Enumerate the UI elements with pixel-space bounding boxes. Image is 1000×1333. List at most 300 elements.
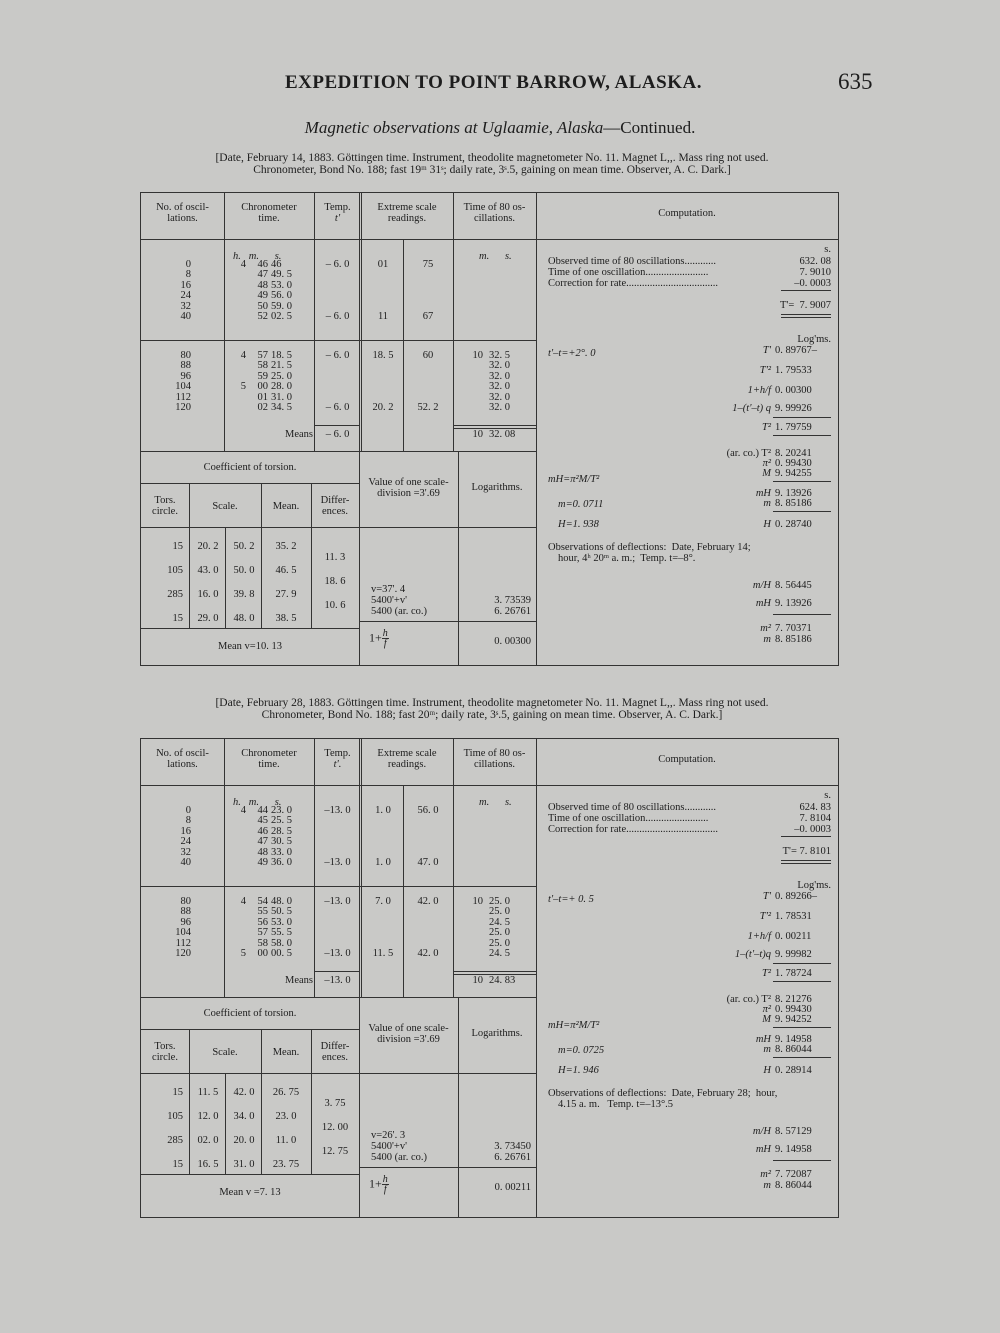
header-temp: Temp. — [324, 748, 351, 759]
t-difference: t'–t=+2°. 0 — [548, 348, 596, 359]
oscillation-count: 104 — [175, 927, 191, 939]
chron-second: 25. 0 — [271, 370, 292, 382]
chron-minute: 47 — [257, 269, 268, 281]
log-row-label: 1–(t'–t) q — [732, 403, 771, 414]
torsion-circle: 105 — [167, 565, 183, 576]
M-value: 9. 94255 — [775, 468, 812, 479]
header-time80: cillations. — [473, 213, 516, 224]
T-prime: T'= 7. 9007 — [780, 300, 831, 311]
oscillation-count: 112 — [175, 391, 191, 403]
units-chronometer: h. m. s. — [233, 251, 282, 262]
oscillation-count: 16 — [180, 825, 191, 837]
rule-line — [141, 1174, 359, 1175]
one-plus-h-over-f: 1+ $\frac{h}{f}$ — [369, 628, 388, 649]
m-over-H-label: m/H — [752, 1126, 771, 1137]
difference: 18. 6 — [324, 576, 346, 587]
header-mean: Mean. — [272, 1047, 300, 1058]
rule-line — [773, 981, 831, 982]
scale-reading-1: 02. 0 — [197, 1135, 219, 1146]
header-extreme: readings. — [387, 213, 427, 224]
extreme-reading-2: 56. 0 — [417, 805, 439, 816]
extreme-reading-1: 11 — [377, 311, 389, 322]
chron-hour: 4 — [240, 259, 246, 270]
section-subtitle — [0, 118, 1000, 138]
log-row-label: 1+h/f — [747, 931, 771, 942]
torsion-circle: 15 — [172, 541, 183, 552]
chron-minute: 49 — [257, 290, 268, 302]
oscillation-count: 80 — [180, 350, 191, 361]
temperature: – 6. 0 — [325, 350, 350, 361]
scale-reading-1: 43. 0 — [197, 565, 219, 576]
arco-label: (ar. co.) T² — [726, 994, 771, 1005]
chron-second: 46 — [271, 259, 282, 270]
observed-time-value: 632. 08 — [799, 256, 831, 267]
M-label: M — [762, 1014, 771, 1025]
rule-line — [773, 481, 831, 482]
chron-second: 48. 0 — [271, 896, 292, 907]
rule-line — [403, 785, 404, 997]
oscillation-count: 120 — [175, 948, 191, 959]
chron-second: 58. 0 — [271, 937, 292, 949]
pi-squared-label: π² — [762, 458, 771, 469]
chron-minute: 57 — [257, 927, 268, 939]
header-value-division: division =3'.69 — [377, 1034, 440, 1045]
H-value: 0. 28740 — [775, 519, 812, 530]
extreme-reading-1: 1. 0 — [375, 857, 391, 868]
difference: 3. 75 — [324, 1098, 346, 1109]
rule-line — [141, 997, 536, 998]
value-v: 5400'+v' — [371, 595, 407, 606]
header-temp: t' — [334, 213, 341, 224]
means-second: 32. 08 — [489, 429, 516, 440]
extreme-reading-1: 11. 5 — [372, 948, 394, 959]
torsion-header: Coefficient of torsion. — [203, 462, 297, 473]
chron-second: 02. 5 — [271, 311, 292, 322]
s-unit: s. — [824, 244, 831, 255]
m-value-result: m=0. 0711 — [558, 499, 604, 510]
scale-mean: 38. 5 — [275, 613, 297, 624]
value-v: 5400'+v' — [371, 1141, 407, 1152]
rule-line — [773, 435, 831, 436]
means-temp: –13. 0 — [324, 975, 351, 986]
subtitle-rest: —Continued. — [603, 118, 696, 137]
rule-line — [359, 621, 536, 622]
chron-second: 56. 0 — [271, 290, 292, 302]
header-time80: Time of 80 os- — [463, 748, 526, 759]
note-line: [Date, February 28, 1883. Göttingen time. Instrument, theodolite magnetometer No. 11. Magnet L,,. Mass ring not used. — [215, 697, 769, 709]
means-second: 24. 83 — [489, 975, 516, 986]
oscillation-count: 24 — [180, 290, 191, 302]
one-oscillation-label: Time of one oscillation........................ — [548, 813, 709, 824]
log-row-value: 9. 99982 — [775, 949, 812, 960]
scale-reading-2: 34. 0 — [233, 1111, 255, 1122]
header-oscillations: lations. — [167, 759, 198, 770]
page-number: 635 — [838, 69, 873, 94]
deflections-line: hour, 4ʰ 20ᵐ a. m.; Temp. t=–8°. — [558, 553, 696, 564]
scale-reading-2: 42. 0 — [233, 1087, 255, 1098]
chron-second: 55. 5 — [271, 927, 292, 939]
scale-mean: 46. 5 — [275, 565, 297, 576]
header-extreme: Extreme scale — [377, 202, 437, 213]
difference: 11. 3 — [324, 552, 346, 563]
time80-second: 32. 0 — [489, 402, 510, 413]
chron-second: 25. 5 — [271, 815, 292, 827]
scale-mean: 26. 75 — [272, 1087, 300, 1098]
log-row-value: 0. 89767– — [775, 345, 817, 356]
log-row-label: 1–(t'–t)q — [734, 949, 771, 960]
chron-second: 36. 0 — [271, 857, 292, 868]
rule-line — [359, 1167, 536, 1168]
chron-second: 53. 0 — [271, 916, 292, 928]
log-row-label: T² — [762, 968, 771, 979]
time80-second: 25. 0 — [489, 927, 510, 939]
rule-line — [403, 239, 404, 451]
one-plus-h-over-f: 1+ $\frac{h}{f}$ — [369, 1174, 388, 1195]
extreme-reading-2: 47. 0 — [417, 857, 439, 868]
one-oscillation-value: 7. 8104 — [799, 813, 831, 824]
chron-second: 53. 0 — [271, 279, 292, 291]
mH-formula: mH=π²M/T² — [548, 474, 600, 485]
logarithms-label: Log'ms. — [797, 880, 831, 891]
rule-line — [141, 1073, 536, 1074]
scale-reading-2: 50. 2 — [233, 541, 255, 552]
mH-formula: mH=π²M/T² — [548, 1020, 600, 1031]
oscillation-count: 120 — [175, 402, 191, 413]
oscillation-count: 88 — [180, 360, 191, 372]
log-value: 6. 26761 — [494, 1152, 531, 1163]
rule-line — [781, 290, 831, 291]
header-time80: cillations. — [473, 759, 516, 770]
mean-v: Mean v =7. 13 — [219, 1187, 281, 1198]
log-row-value: 1. 78531 — [775, 911, 812, 922]
header-value-division: division =3'.69 — [377, 488, 440, 499]
units-chronometer: h. m. s. — [233, 797, 282, 808]
chron-second: 28. 0 — [271, 381, 292, 393]
m-value: 8. 86044 — [775, 1180, 812, 1191]
time80-second: 24. 5 — [489, 916, 510, 928]
extreme-reading-1: 01 — [377, 259, 389, 270]
chron-minute: 00 — [257, 948, 268, 959]
pi-squared-value: 0. 99430 — [775, 1004, 812, 1015]
scale-reading-1: 11. 5 — [197, 1087, 219, 1098]
extreme-reading-2: 52. 2 — [417, 402, 439, 413]
rule-line — [225, 527, 226, 628]
extreme-reading-1: 7. 0 — [375, 896, 391, 907]
scale-reading-1: 16. 0 — [197, 589, 219, 600]
rule-line — [141, 483, 359, 484]
chron-second: 50. 5 — [271, 906, 292, 918]
rule-line — [225, 1073, 226, 1174]
chron-hour: 5 — [240, 381, 246, 393]
chron-minute: 59 — [257, 370, 268, 382]
rule-line — [773, 963, 831, 964]
log-row-label: T'² — [759, 365, 771, 376]
rule-line — [781, 314, 831, 315]
scale-reading-1: 20. 2 — [197, 541, 219, 552]
m-value: 8. 86044 — [775, 1044, 812, 1055]
t-difference: t'–t=+ 0. 5 — [548, 894, 594, 905]
scale-reading-2: 50. 0 — [233, 565, 255, 576]
chron-minute: 48 — [257, 279, 268, 291]
rule-line — [453, 425, 536, 426]
time80-second: 32. 0 — [489, 360, 510, 372]
arco-value: 8. 21276 — [775, 994, 812, 1005]
m-squared-value: 7. 70371 — [775, 623, 812, 634]
h-over-f-log: 0. 00300 — [494, 636, 531, 647]
time80-second: 32. 0 — [489, 370, 510, 382]
one-oscillation-value: 7. 9010 — [799, 267, 831, 278]
extreme-reading-2: 60 — [422, 350, 434, 361]
rule-line — [141, 527, 536, 528]
header-differences: ences. — [322, 1052, 348, 1063]
chron-minute: 55 — [257, 906, 268, 918]
rule-line — [536, 739, 537, 1217]
rule-line — [781, 860, 831, 861]
torsion-circle: 15 — [172, 613, 183, 624]
chron-second: 18. 5 — [271, 350, 292, 361]
time80-second: 32. 0 — [489, 381, 510, 393]
means-temp: – 6. 0 — [325, 429, 350, 440]
deflections-line: Observations of deflections: Date, February 28; hour, — [548, 1088, 778, 1099]
header-differences: Differ- — [320, 495, 350, 506]
mH-value: 9. 13926 — [775, 488, 812, 499]
rule-line — [773, 511, 831, 512]
page-title: EXPEDITION TO POINT BARROW, ALASKA. — [285, 72, 702, 93]
header-logarithms: Logarithms. — [471, 482, 523, 493]
rule-line — [773, 417, 831, 418]
m-label: m — [763, 634, 771, 645]
correction-label: Correction for rate................................... — [548, 824, 719, 835]
m-value: 8. 85186 — [775, 498, 812, 509]
temperature: –13. 0 — [324, 948, 351, 959]
chron-second: 28. 5 — [271, 825, 292, 837]
header-temp: t'. — [333, 759, 342, 770]
oscillation-count: 40 — [180, 857, 191, 868]
extreme-reading-2: 42. 0 — [417, 896, 439, 907]
one-oscillation-label: Time of one oscillation........................ — [548, 267, 709, 278]
torsion-header: Coefficient of torsion. — [203, 1008, 297, 1019]
rule-line — [141, 340, 536, 341]
H-value-result: H=1. 938 — [558, 519, 599, 530]
torsion-circle: 285 — [167, 1135, 183, 1146]
difference: 12. 00 — [321, 1122, 349, 1133]
log-row-value: 1. 79759 — [775, 422, 812, 433]
log-row-value: 0. 89266– — [775, 891, 817, 902]
oscillation-count: 16 — [180, 279, 191, 291]
correction-value: –0. 0003 — [794, 278, 831, 289]
m-over-H-label: m/H — [752, 580, 771, 591]
log-row-value: 0. 00211 — [775, 931, 812, 942]
M-label: M — [762, 468, 771, 479]
chron-second: 59. 0 — [271, 300, 292, 312]
mH-label: mH — [755, 488, 771, 499]
mean-v: Mean v=10. 13 — [218, 641, 282, 652]
value-v: v=37'. 4 — [371, 584, 406, 595]
s-unit: s. — [824, 790, 831, 801]
rule-line — [781, 317, 831, 318]
rule-line — [361, 193, 362, 451]
H-label: H — [763, 519, 771, 530]
subtitle-italic: Magnetic observations at Uglaamie, Alaska — [304, 118, 604, 137]
header-chronometer: Chronometer — [241, 202, 297, 213]
extreme-reading-2: 67 — [422, 311, 434, 322]
chron-minute: 58 — [257, 360, 268, 372]
chron-hour: 5 — [240, 948, 246, 959]
scale-reading-1: 12. 0 — [197, 1111, 219, 1122]
rule-line — [314, 425, 359, 426]
oscillation-count: 32 — [180, 300, 191, 312]
m-squared-label: m² — [760, 1169, 771, 1180]
mH-label: mH — [755, 598, 771, 609]
chron-minute: 52 — [257, 311, 268, 322]
rule-line — [141, 628, 359, 629]
chron-minute: 02 — [257, 402, 268, 413]
rule-line — [773, 1057, 831, 1058]
rule-line — [536, 193, 537, 665]
means-label: Means — [285, 429, 313, 440]
extreme-reading-1: 20. 2 — [372, 402, 394, 413]
header-tors-circle: Tors. — [154, 1041, 176, 1052]
log-row-value: 1. 78724 — [775, 968, 812, 979]
mH-value: 9. 14958 — [775, 1144, 812, 1155]
chron-second: 00. 5 — [271, 948, 292, 959]
rule-line — [141, 451, 536, 452]
pi-squared-label: π² — [762, 1004, 771, 1015]
header-note — [142, 697, 842, 721]
oscillation-count: 24 — [180, 836, 191, 848]
rule-line — [453, 971, 536, 972]
correction-label: Correction for rate................................... — [548, 278, 719, 289]
m-value-result: m=0. 0725 — [558, 1045, 605, 1056]
H-value: 0. 28914 — [775, 1065, 812, 1076]
deflections-line: Observations of deflections: Date, February 14; — [548, 542, 751, 553]
difference: 10. 6 — [324, 600, 346, 611]
header-chronometer: Chronometer — [241, 748, 297, 759]
oscillation-count: 0 — [185, 259, 191, 270]
mH-value: 9. 13926 — [775, 598, 812, 609]
header-scale: Scale. — [212, 1047, 238, 1058]
H-label: H — [763, 1065, 771, 1076]
rule-line — [773, 614, 831, 615]
chron-minute: 50 — [257, 300, 268, 312]
oscillation-count: 104 — [175, 381, 191, 393]
m-value: 8. 85186 — [775, 634, 812, 645]
scale-reading-2: 39. 8 — [233, 589, 255, 600]
scale-reading-2: 48. 0 — [233, 613, 255, 624]
chron-minute: 44 — [257, 805, 268, 816]
header-tors-circle: Tors. — [154, 495, 176, 506]
chron-second: 30. 5 — [271, 836, 292, 848]
m-squared-label: m² — [760, 623, 771, 634]
scale-mean: 11. 0 — [275, 1135, 297, 1146]
header-logarithms: Logarithms. — [471, 1028, 523, 1039]
means-minute: 10 — [472, 975, 483, 986]
chron-second: 31. 0 — [271, 391, 292, 403]
log-row-label: T' — [762, 891, 771, 902]
rule-line — [141, 886, 536, 887]
value-v: 5400 (ar. co.) — [371, 1152, 427, 1163]
extreme-reading-1: 18. 5 — [372, 350, 394, 361]
chron-minute: 54 — [257, 896, 268, 907]
chron-minute: 58 — [257, 937, 268, 949]
log-value: 3. 73539 — [494, 595, 531, 606]
header-differences: Differ- — [320, 1041, 350, 1052]
T-prime: T'= 7. 8101 — [782, 846, 831, 857]
temperature: – 6. 0 — [325, 402, 350, 413]
observation-table — [140, 192, 839, 666]
chron-minute: 46 — [257, 259, 268, 270]
oscillation-count: 96 — [180, 370, 191, 382]
H-value-result: H=1. 946 — [558, 1065, 599, 1076]
oscillation-count: 8 — [185, 269, 191, 281]
deflections-line: 4.15 a. m. Temp. t=–13°.5 — [558, 1099, 674, 1110]
rule-line — [453, 193, 454, 451]
mH-value: 9. 14958 — [775, 1034, 812, 1045]
temperature: – 6. 0 — [325, 311, 350, 322]
temperature: –13. 0 — [324, 805, 351, 816]
header-tors-circle: circle. — [152, 506, 178, 517]
rule-line — [781, 863, 831, 864]
log-row-value: 0. 00300 — [775, 385, 812, 396]
time80-second: 25. 0 — [489, 906, 510, 918]
chron-second: 21. 5 — [271, 360, 292, 372]
chron-hour: 4 — [240, 896, 246, 907]
scale-reading-1: 16. 5 — [197, 1159, 219, 1170]
log-row-label: T² — [762, 422, 771, 433]
header-chronometer: time. — [258, 213, 280, 224]
rule-line — [773, 1160, 831, 1161]
means-label: Means — [285, 975, 313, 986]
chron-second: 33. 0 — [271, 846, 292, 858]
chron-second: 23. 0 — [271, 805, 292, 816]
pi-squared-value: 0. 99430 — [775, 458, 812, 469]
header-extreme: readings. — [387, 759, 427, 770]
time80-second: 32. 0 — [489, 391, 510, 403]
logarithms-label: Log'ms. — [797, 334, 831, 345]
arco-label: (ar. co.) T² — [726, 448, 771, 459]
chron-second: 34. 5 — [271, 402, 292, 413]
header-temp: Temp. — [324, 202, 351, 213]
log-row-value: 1. 79533 — [775, 365, 812, 376]
rule-line — [141, 1029, 359, 1030]
log-value: 3. 73450 — [494, 1141, 531, 1152]
log-row-label: T' — [762, 345, 771, 356]
oscillation-count: 80 — [180, 896, 191, 907]
running-header — [0, 69, 1000, 102]
m-over-H-value: 8. 57129 — [775, 1126, 812, 1137]
rule-line — [781, 836, 831, 837]
oscillation-count: 96 — [180, 916, 191, 928]
M-value: 9. 94252 — [775, 1014, 812, 1025]
note-line: Chronometer, Bond No. 188; fast 20ᵐ; daily rate, 3ˢ.5, gaining on mean time. Observer, A. C. Dark.] — [261, 709, 723, 721]
scale-mean: 23. 0 — [275, 1111, 297, 1122]
h-over-f-fraction: $\frac{h}{f}$ — [382, 1174, 388, 1195]
log-row-label: T'² — [759, 911, 771, 922]
chron-minute: 48 — [257, 846, 268, 858]
header-oscillations: lations. — [167, 213, 198, 224]
temperature: –13. 0 — [324, 896, 351, 907]
scale-reading-2: 20. 0 — [233, 1135, 255, 1146]
time80-minute: 10 — [472, 350, 483, 361]
chron-minute: 01 — [257, 391, 268, 403]
observed-time-value: 624. 83 — [799, 802, 831, 813]
header-value-division: Value of one scale- — [368, 477, 449, 488]
note-line: [Date, February 14, 1883. Göttingen time. Instrument, theodolite magnetometer No. 11. Magnet L,,. Mass ring not used. — [215, 152, 769, 164]
m-label: m — [763, 498, 771, 509]
chron-minute: 00 — [257, 381, 268, 393]
header-scale: Scale. — [212, 501, 238, 512]
difference: 12. 75 — [321, 1146, 349, 1157]
